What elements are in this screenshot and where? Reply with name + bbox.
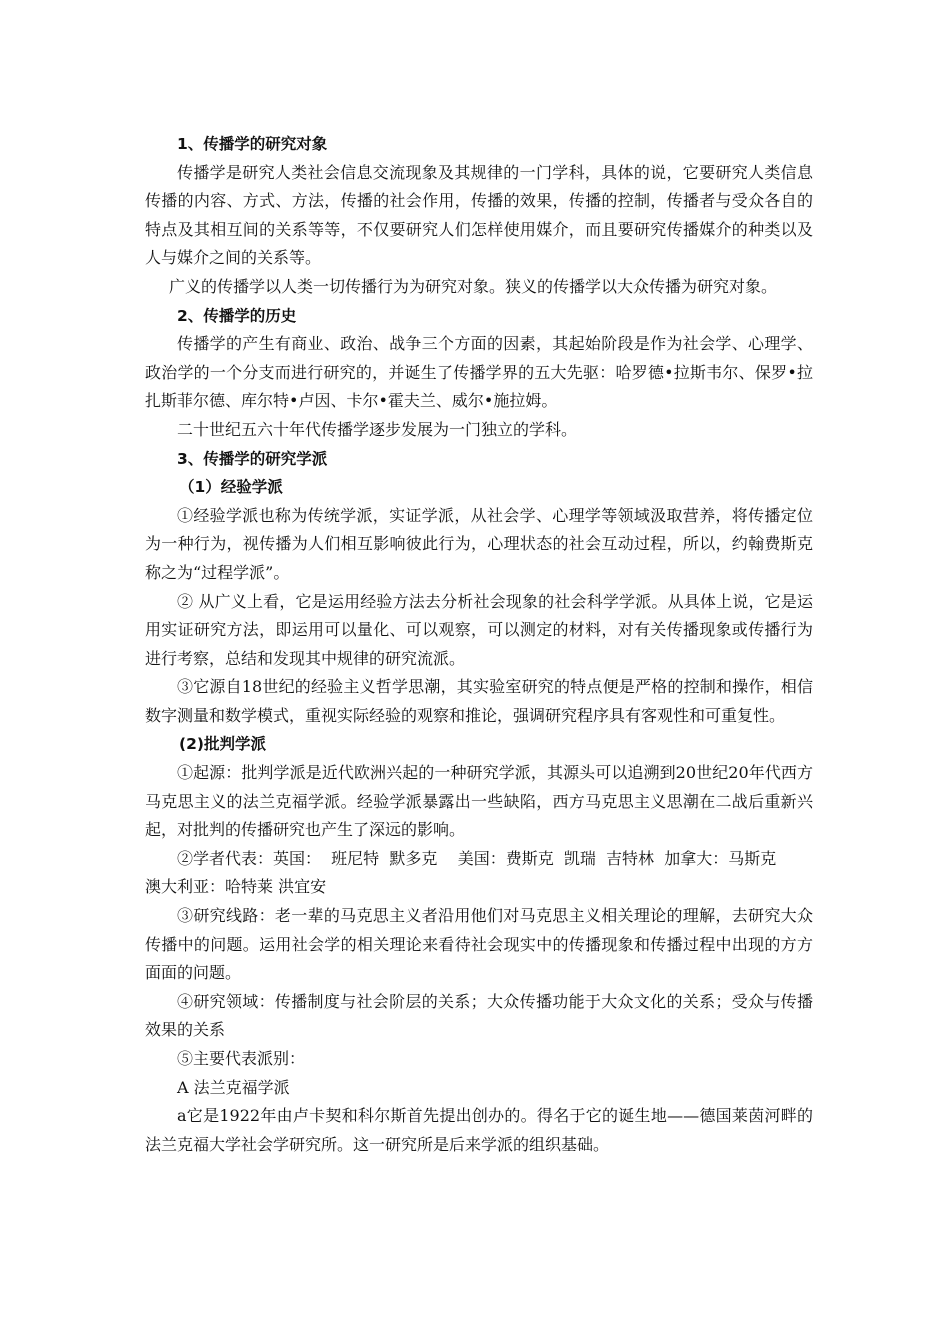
critical-paragraph-fields: ④研究领域：传播制度与社会阶层的关系；大众传播功能于大众文化的关系；受众与传播效果的关系 [145, 991, 813, 1040]
section-2-title: 2、传播学的历史 [177, 306, 297, 325]
empirical-paragraph-2: ② 从广义上看，它是运用经验方法去分析社会现象的社会科学学派。从具体上说，它是运用实证研究方法，即运用可以量化、可以观察，可以测定的材料，对有关传播现象或传播行为进行考察，总结和发现其中规律的研究流派。 [145, 591, 813, 668]
empirical-paragraph-3: ③它源自18世纪的经验主义哲学思潮，其实验室研究的特点便是严格的控制和操作，相信数字测量和数学模式，重视实际经验的观察和推论，强调研究程序具有客观性和可重复性。 [145, 677, 813, 725]
section-1-paragraph-1: 传播学是研究人类社会信息交流现象及其规律的一门学科，具体的说，它要研究人类信息传播的内容、方式、方法，传播的社会作用，传播的效果，传播的控制，传播者与受众各自的特点及其相互间的关系等等，不仅要研究人们怎样使用媒介，而且要研究传播媒介的种类以及人与媒介之间的关系等。 [145, 162, 813, 268]
subsection-empirical-title: （1）经验学派 [179, 478, 283, 497]
section-2-paragraph-1: 传播学的产生有商业、政治、战争三个方面的因素，其起始阶段是作为社会学、心理学、政治学的一个分支而进行研究的，并诞生了传播学界的五大先驱：哈罗德•拉斯韦尔、保罗•拉扎斯菲尔德、库尔特•卢因、卡尔•霍夫兰、威尔•施拉姆。 [145, 334, 813, 411]
empirical-paragraph-1: ①经验学派也称为传统学派，实证学派，从社会学、心理学等领域汲取营养，将传播定位为一种行为，视传播为人们相互影响彼此行为，心理状态的社会互动过程，所以，约翰费斯克称之为“过程学派”。 [145, 505, 813, 582]
subsection-critical-title: (2)批判学派 [179, 735, 266, 754]
frankfurt-school-paragraph: a它是1922年由卢卡契和科尔斯首先提出创办的。得名于它的诞生地——德国莱茵河畔的法兰克福大学社会学研究所。这一研究所是后来学派的组织基础。 [145, 1106, 813, 1154]
document-page [145, 130, 813, 1159]
critical-paragraph-schools: ⑤主要代表派别： [177, 1049, 306, 1068]
critical-paragraph-origin: ①起源：批判学派是近代欧洲兴起的一种研究学派，其源头可以追溯到20世纪20年代西方马克思主义的法兰克福学派。经验学派暴露出一些缺陷，西方马克思主义思潮在二战后重新兴起，对批判的传播研究也产生了深远的影响。 [145, 763, 813, 840]
frankfurt-school-heading: A 法兰克福学派 [177, 1077, 290, 1097]
critical-paragraph-route: ③研究线路：老一辈的马克思主义者沿用他们对马克思主义相关理论的理解，去研究大众传播中的问题。运用社会学的相关理论来看待社会现实中的传播现象和传播过程中出现的方方面面的问题。 [145, 906, 813, 983]
section-1-title: 1、传播学的研究对象 [177, 135, 328, 153]
critical-paragraph-scholars-line-1: ②学者代表：英国： 班尼特 默多克 美国：费斯克 凯瑞 吉特林 加拿大：马斯克 [177, 848, 777, 868]
section-3-title: 3、传播学的研究学派 [177, 449, 328, 468]
section-1-paragraph-2: 广义的传播学以人类一切传播行为为研究对象。狭义的传播学以大众传播为研究对象。 [169, 276, 778, 296]
critical-paragraph-scholars-line-2: 澳大利亚：哈特莱 洪宜安 [145, 877, 327, 897]
section-2-paragraph-2: 二十世纪五六十年代传播学逐步发展为一门独立的学科。 [177, 419, 578, 439]
